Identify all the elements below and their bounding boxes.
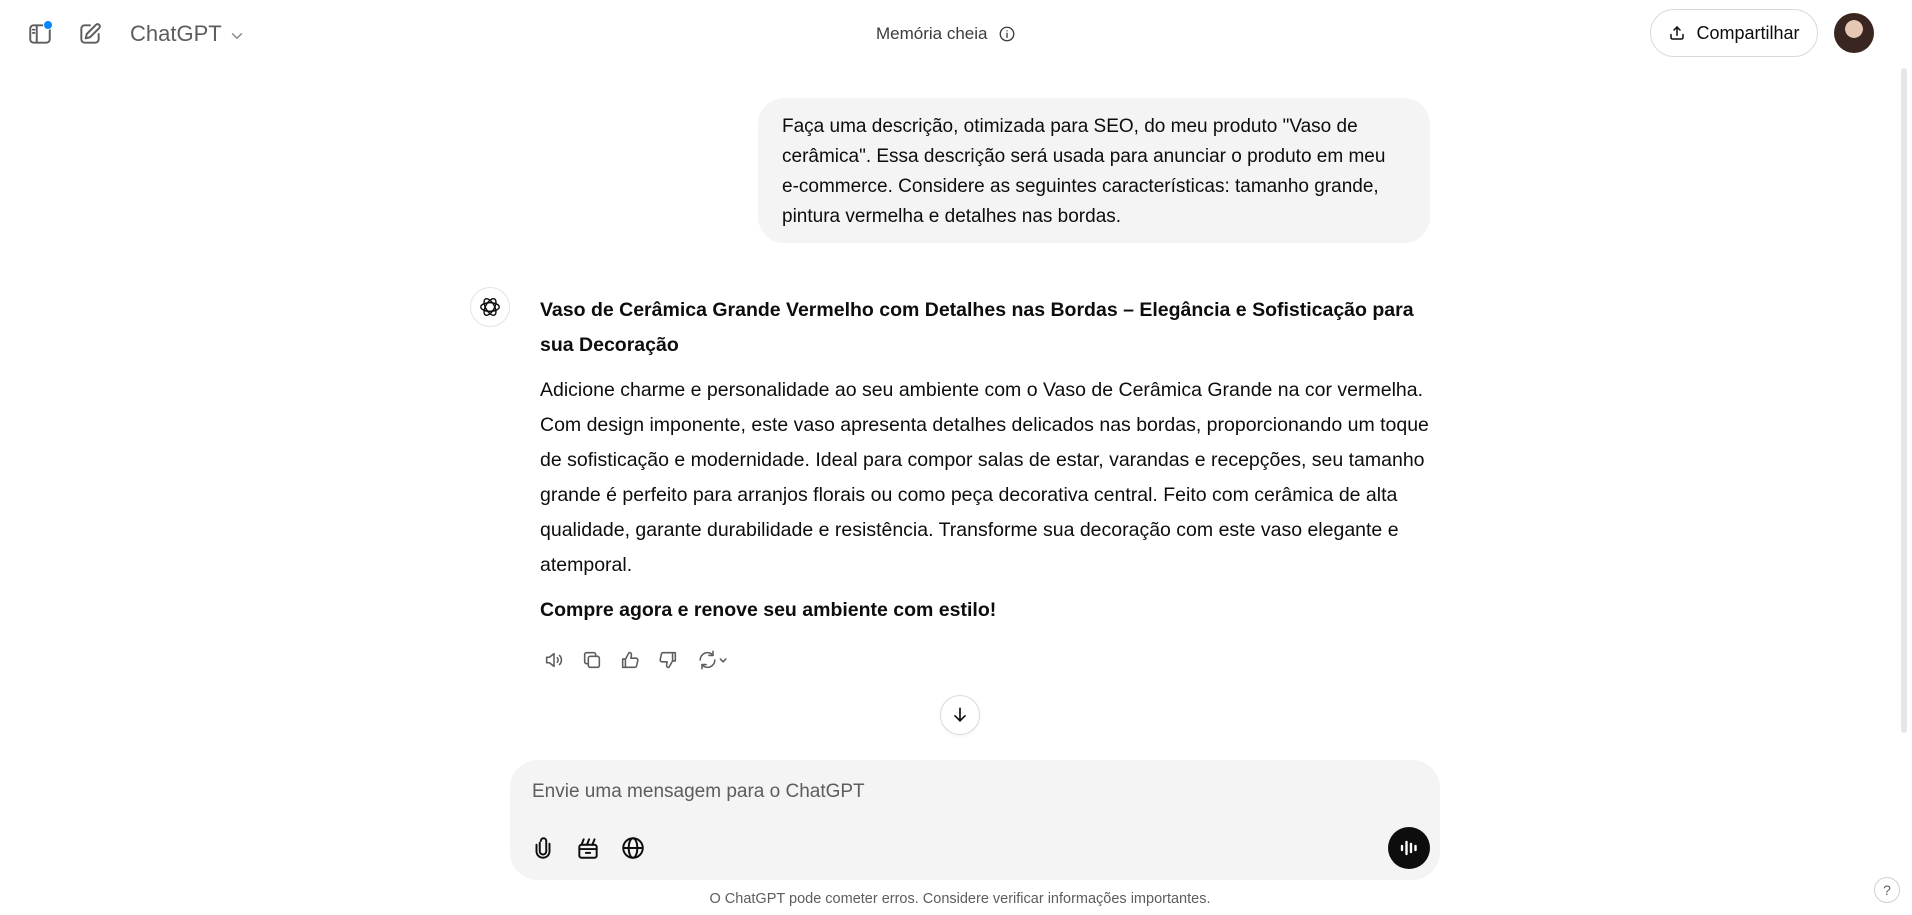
voice-mode-icon [1397,836,1421,860]
openai-logo-icon [477,294,503,320]
regenerate-button[interactable] [692,646,734,674]
response-body: Adicione charme e personalidade ao seu ambiente com o Vaso de Cerâmica Grande na cor vermelha. Com design imponente, este vaso apresenta detalhes delicados nas bordas, proporcionando um toque de sofisticação e modernidade. Ideal para compor salas de estar, varandas e recepções, seu tamanho grande é perfeito para arranjos florais ou como peça decorativa central. Feito com cerâmica de alta qualidade, garante durabilidade e resistência. Transforme sua decoração com este vaso elegante e atemporal. [540,379,1429,576]
thumbs-down-icon [657,649,679,671]
memory-status[interactable] [876,20,1016,48]
scrollbar[interactable] [1900,68,1908,733]
canvas-button[interactable] [570,830,606,866]
info-icon [998,25,1016,43]
read-aloud-icon [543,649,565,671]
canvas-icon [575,835,601,861]
sidebar-toggle-button[interactable] [20,14,60,54]
attach-icon [530,835,556,861]
response-call-to-action: Compre agora e renove seu ambiente com estilo! [540,599,997,621]
memory-status-label: Memória cheia [876,24,988,43]
attach-button[interactable] [525,830,561,866]
notification-dot [43,20,53,30]
copy-icon [581,649,603,671]
model-selector[interactable] [122,16,254,52]
assistant-avatar [470,287,510,327]
share-label: Compartilhar [1696,22,1800,43]
new-chat-button[interactable] [70,14,110,54]
scroll-to-bottom-button[interactable] [940,695,980,735]
thumbs-up-button[interactable] [616,646,644,674]
new-chat-icon [77,21,103,47]
help-button[interactable]: ? [1874,877,1900,903]
message-actions [540,645,734,675]
top-bar [0,0,1912,68]
model-name: ChatGPT [130,21,222,46]
chevron-down-icon [228,27,246,45]
scrollbar-thumb[interactable] [1901,68,1907,733]
arrow-down-icon [950,705,970,725]
thumbs-down-button[interactable] [654,646,682,674]
regenerate-icon [695,649,731,671]
globe-icon [620,835,646,861]
read-aloud-button[interactable] [540,646,568,674]
message-composer [510,760,1440,880]
avatar[interactable] [1834,13,1874,53]
web-search-button[interactable] [615,830,651,866]
voice-mode-button[interactable] [1388,827,1430,869]
disclaimer-text: O ChatGPT pode cometer erros. Considere verificar informações importantes. [709,891,1211,907]
share-button[interactable] [1650,9,1818,57]
thumbs-up-icon [619,649,641,671]
assistant-message [540,293,1440,628]
user-message: Faça uma descrição, otimizada para SEO, do meu produto "Vaso de cerâmica". Essa descrição será usada para anunciar o produto em meu e-commerce. Considere as seguintes características: tamanho grande, pintura vermelha e detalhes nas bordas. [758,98,1430,243]
copy-button[interactable] [578,646,606,674]
share-upload-icon [1668,24,1686,42]
message-input[interactable] [532,776,1392,808]
response-title: Vaso de Cerâmica Grande Vermelho com Detalhes nas Bordas – Elegância e Sofisticação para sua Decoração [540,299,1414,356]
